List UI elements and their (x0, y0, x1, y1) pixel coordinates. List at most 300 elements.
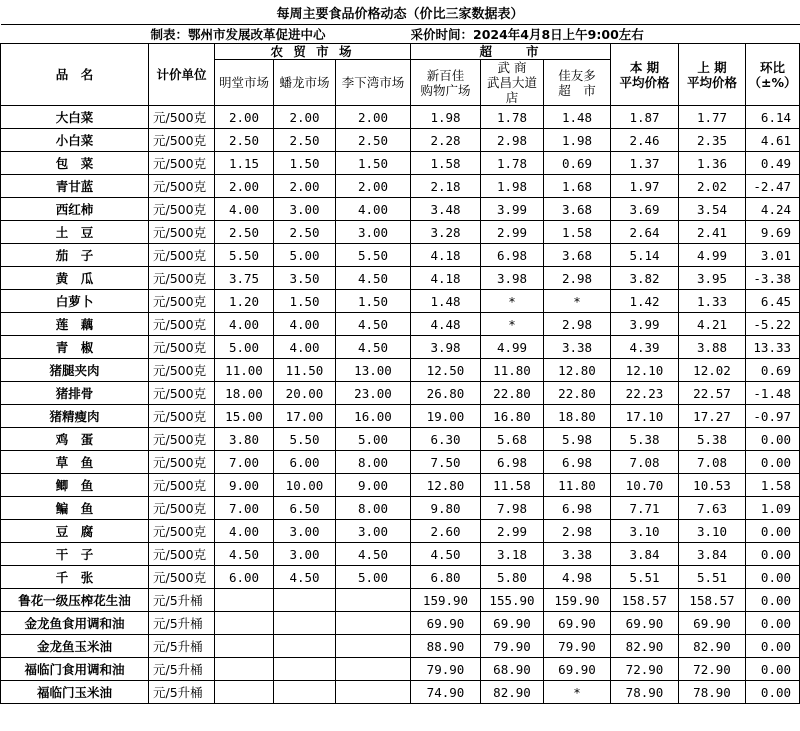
product-name: 莲 藕 (1, 313, 149, 336)
price-panlong: 4.00 (274, 336, 336, 359)
unit-cell: 元/500克 (149, 474, 215, 497)
unit-cell: 元/500克 (149, 566, 215, 589)
price-change: 4.61 (746, 129, 800, 152)
unit-cell: 元/500克 (149, 175, 215, 198)
price-jiayouduo: 2.98 (544, 520, 611, 543)
table-row (1, 566, 800, 589)
price-wushang: 6.98 (481, 244, 544, 267)
price-panlong: 6.00 (274, 451, 336, 474)
price-change: 1.09 (746, 497, 800, 520)
price-xinbaijia: 88.90 (411, 635, 481, 658)
price-jiayouduo: 4.98 (544, 566, 611, 589)
price-mingtang: 1.20 (215, 290, 274, 313)
price-mingtang (215, 658, 274, 681)
producer-label: 制表：鄂州市发展改革促进中心 (1, 25, 411, 44)
product-name: 西红柿 (1, 198, 149, 221)
price-mingtang: 4.50 (215, 543, 274, 566)
header-supermarkets: 超 市 (411, 44, 611, 60)
price-change: 0.00 (746, 658, 800, 681)
price-panlong: 1.50 (274, 290, 336, 313)
price-mingtang: 3.75 (215, 267, 274, 290)
table-row (1, 313, 800, 336)
price-panlong: 3.00 (274, 543, 336, 566)
price-wushang: 2.99 (481, 520, 544, 543)
price-last-period: 2.41 (679, 221, 746, 244)
price-this-period: 7.71 (611, 497, 679, 520)
price-mingtang: 9.00 (215, 474, 274, 497)
price-xinbaijia: 1.58 (411, 152, 481, 175)
product-name: 白萝卜 (1, 290, 149, 313)
header-super-wushang: 武 商 武昌大道店 (481, 60, 544, 106)
unit-cell: 元/500克 (149, 198, 215, 221)
price-this-period: 1.97 (611, 175, 679, 198)
header-last-period: 上 期 平均价格 (679, 44, 746, 106)
price-this-period: 22.23 (611, 382, 679, 405)
price-wushang: 68.90 (481, 658, 544, 681)
price-change: 0.49 (746, 152, 800, 175)
product-name: 青甘蓝 (1, 175, 149, 198)
product-name: 干 子 (1, 543, 149, 566)
price-jiayouduo: 3.38 (544, 336, 611, 359)
header-this-period: 本 期 平均价格 (611, 44, 679, 106)
price-this-period: 17.10 (611, 405, 679, 428)
header-farm-markets: 农 贸 市 场 (215, 44, 411, 60)
price-last-period: 3.54 (679, 198, 746, 221)
price-last-period: 82.90 (679, 635, 746, 658)
product-name: 大白菜 (1, 106, 149, 129)
price-jiayouduo: 11.80 (544, 474, 611, 497)
product-name: 猪精瘦肉 (1, 405, 149, 428)
price-this-period: 5.14 (611, 244, 679, 267)
price-mingtang: 7.00 (215, 497, 274, 520)
price-change: 0.00 (746, 635, 800, 658)
price-change: -2.47 (746, 175, 800, 198)
price-mingtang: 2.50 (215, 129, 274, 152)
price-this-period: 158.57 (611, 589, 679, 612)
price-wushang: 1.78 (481, 106, 544, 129)
price-wushang: 11.80 (481, 359, 544, 382)
price-change: 0.00 (746, 612, 800, 635)
price-xinbaijia: 12.80 (411, 474, 481, 497)
unit-cell: 元/500克 (149, 129, 215, 152)
price-lixiawan (336, 635, 411, 658)
price-mingtang: 5.00 (215, 336, 274, 359)
price-xinbaijia: 79.90 (411, 658, 481, 681)
price-lixiawan: 3.00 (336, 221, 411, 244)
price-xinbaijia: 4.18 (411, 267, 481, 290)
price-jiayouduo: 3.68 (544, 244, 611, 267)
unit-cell: 元/500克 (149, 428, 215, 451)
price-jiayouduo: 5.98 (544, 428, 611, 451)
price-lixiawan: 4.50 (336, 336, 411, 359)
product-name: 鲁花一级压榨花生油 (1, 589, 149, 612)
price-xinbaijia: 2.60 (411, 520, 481, 543)
product-name: 豆 腐 (1, 520, 149, 543)
price-mingtang (215, 681, 274, 704)
product-name: 鳊 鱼 (1, 497, 149, 520)
price-lixiawan: 23.00 (336, 382, 411, 405)
unit-cell: 元/500克 (149, 359, 215, 382)
price-panlong: 4.00 (274, 313, 336, 336)
product-name: 青 椒 (1, 336, 149, 359)
price-last-period: 3.10 (679, 520, 746, 543)
price-change: 0.00 (746, 451, 800, 474)
price-xinbaijia: 6.80 (411, 566, 481, 589)
price-last-period: 5.38 (679, 428, 746, 451)
header-market-panlong: 蟠龙市场 (274, 60, 336, 106)
product-name: 金龙鱼食用调和油 (1, 612, 149, 635)
price-jiayouduo: 1.98 (544, 129, 611, 152)
product-name: 金龙鱼玉米油 (1, 635, 149, 658)
product-name: 鸡 蛋 (1, 428, 149, 451)
price-mingtang (215, 589, 274, 612)
table-row (1, 152, 800, 175)
table-row (1, 175, 800, 198)
price-mingtang: 18.00 (215, 382, 274, 405)
price-panlong: 6.50 (274, 497, 336, 520)
table-row (1, 290, 800, 313)
price-last-period: 2.02 (679, 175, 746, 198)
price-xinbaijia: 2.28 (411, 129, 481, 152)
price-last-period: 2.35 (679, 129, 746, 152)
price-this-period: 3.69 (611, 198, 679, 221)
price-jiayouduo: 69.90 (544, 658, 611, 681)
price-wushang: 22.80 (481, 382, 544, 405)
price-mingtang: 5.50 (215, 244, 274, 267)
price-change: 0.00 (746, 520, 800, 543)
price-last-period: 158.57 (679, 589, 746, 612)
header-unit: 计价单位 (149, 44, 215, 106)
table-row (1, 336, 800, 359)
price-this-period: 1.87 (611, 106, 679, 129)
price-last-period: 4.99 (679, 244, 746, 267)
price-jiayouduo: 22.80 (544, 382, 611, 405)
table-row (1, 543, 800, 566)
table-row (1, 405, 800, 428)
unit-cell: 元/500克 (149, 106, 215, 129)
unit-cell: 元/500克 (149, 382, 215, 405)
price-lixiawan (336, 681, 411, 704)
price-wushang: 7.98 (481, 497, 544, 520)
price-jiayouduo: 69.90 (544, 612, 611, 635)
price-this-period: 82.90 (611, 635, 679, 658)
price-jiayouduo: 6.98 (544, 497, 611, 520)
price-this-period: 78.90 (611, 681, 679, 704)
product-name: 茄 子 (1, 244, 149, 267)
price-xinbaijia: 3.48 (411, 198, 481, 221)
table-row (1, 681, 800, 704)
price-change: 0.00 (746, 428, 800, 451)
price-panlong: 5.00 (274, 244, 336, 267)
price-jiayouduo: 3.38 (544, 543, 611, 566)
table-row (1, 106, 800, 129)
price-this-period: 10.70 (611, 474, 679, 497)
price-panlong (274, 658, 336, 681)
price-change: 0.00 (746, 543, 800, 566)
price-wushang: 4.99 (481, 336, 544, 359)
price-change: 0.69 (746, 359, 800, 382)
price-last-period: 72.90 (679, 658, 746, 681)
price-last-period: 1.36 (679, 152, 746, 175)
unit-cell: 元/5升桶 (149, 612, 215, 635)
price-mingtang: 4.00 (215, 313, 274, 336)
price-this-period: 12.10 (611, 359, 679, 382)
price-this-period: 3.82 (611, 267, 679, 290)
unit-cell: 元/5升桶 (149, 589, 215, 612)
table-row (1, 520, 800, 543)
price-lixiawan: 9.00 (336, 474, 411, 497)
price-wushang: 1.78 (481, 152, 544, 175)
product-name: 福临门玉米油 (1, 681, 149, 704)
price-wushang: 3.99 (481, 198, 544, 221)
price-this-period: 7.08 (611, 451, 679, 474)
price-jiayouduo: 2.98 (544, 313, 611, 336)
unit-cell: 元/500克 (149, 221, 215, 244)
price-this-period: 3.10 (611, 520, 679, 543)
price-lixiawan: 4.50 (336, 267, 411, 290)
price-panlong: 10.00 (274, 474, 336, 497)
price-this-period: 3.84 (611, 543, 679, 566)
price-xinbaijia: 159.90 (411, 589, 481, 612)
header-market-mingtang: 明堂市场 (215, 60, 274, 106)
price-lixiawan: 5.00 (336, 428, 411, 451)
price-xinbaijia: 26.80 (411, 382, 481, 405)
price-wushang: * (481, 290, 544, 313)
table-row (1, 359, 800, 382)
price-last-period: 3.95 (679, 267, 746, 290)
price-xinbaijia: 9.80 (411, 497, 481, 520)
price-this-period: 3.99 (611, 313, 679, 336)
price-panlong: 20.00 (274, 382, 336, 405)
price-panlong: 2.50 (274, 221, 336, 244)
price-last-period: 22.57 (679, 382, 746, 405)
product-name: 千 张 (1, 566, 149, 589)
table-row (1, 474, 800, 497)
price-lixiawan: 8.00 (336, 497, 411, 520)
price-panlong: 11.50 (274, 359, 336, 382)
price-jiayouduo: 18.80 (544, 405, 611, 428)
price-last-period: 4.21 (679, 313, 746, 336)
price-change: 1.58 (746, 474, 800, 497)
price-this-period: 5.38 (611, 428, 679, 451)
unit-cell: 元/500克 (149, 244, 215, 267)
price-this-period: 72.90 (611, 658, 679, 681)
table-row (1, 221, 800, 244)
price-last-period: 17.27 (679, 405, 746, 428)
price-jiayouduo: * (544, 681, 611, 704)
price-mingtang: 1.15 (215, 152, 274, 175)
price-this-period: 4.39 (611, 336, 679, 359)
price-change: 6.14 (746, 106, 800, 129)
price-lixiawan: 1.50 (336, 152, 411, 175)
table-row (1, 382, 800, 405)
price-jiayouduo: 79.90 (544, 635, 611, 658)
price-panlong: 2.00 (274, 175, 336, 198)
product-name: 猪排骨 (1, 382, 149, 405)
table-row (1, 658, 800, 681)
price-xinbaijia: 1.98 (411, 106, 481, 129)
price-panlong (274, 635, 336, 658)
header-market-lixiawan: 李下湾市场 (336, 60, 411, 106)
price-wushang: 3.18 (481, 543, 544, 566)
table-row (1, 129, 800, 152)
price-mingtang: 2.50 (215, 221, 274, 244)
price-this-period: 69.90 (611, 612, 679, 635)
price-change: 4.24 (746, 198, 800, 221)
price-lixiawan: 4.00 (336, 198, 411, 221)
unit-cell: 元/500克 (149, 520, 215, 543)
product-name: 包 菜 (1, 152, 149, 175)
price-lixiawan: 13.00 (336, 359, 411, 382)
price-xinbaijia: 4.18 (411, 244, 481, 267)
price-xinbaijia: 6.30 (411, 428, 481, 451)
price-panlong: 2.00 (274, 106, 336, 129)
header-product: 品 名 (1, 44, 149, 106)
price-lixiawan: 8.00 (336, 451, 411, 474)
price-this-period: 2.46 (611, 129, 679, 152)
unit-cell: 元/500克 (149, 451, 215, 474)
price-xinbaijia: 4.48 (411, 313, 481, 336)
price-xinbaijia: 74.90 (411, 681, 481, 704)
price-last-period: 1.77 (679, 106, 746, 129)
price-last-period: 3.88 (679, 336, 746, 359)
price-xinbaijia: 4.50 (411, 543, 481, 566)
price-panlong: 3.00 (274, 198, 336, 221)
price-last-period: 1.33 (679, 290, 746, 313)
price-panlong (274, 612, 336, 635)
price-panlong: 2.50 (274, 129, 336, 152)
table-row (1, 267, 800, 290)
unit-cell: 元/500克 (149, 336, 215, 359)
price-jiayouduo: 12.80 (544, 359, 611, 382)
product-name: 鲫 鱼 (1, 474, 149, 497)
price-mingtang: 4.00 (215, 520, 274, 543)
price-panlong: 1.50 (274, 152, 336, 175)
product-name: 小白菜 (1, 129, 149, 152)
price-panlong: 17.00 (274, 405, 336, 428)
price-mingtang: 7.00 (215, 451, 274, 474)
product-name: 黄 瓜 (1, 267, 149, 290)
table-row (1, 428, 800, 451)
price-lixiawan (336, 612, 411, 635)
price-wushang: 6.98 (481, 451, 544, 474)
price-wushang: 2.98 (481, 129, 544, 152)
price-xinbaijia: 1.48 (411, 290, 481, 313)
price-change: 0.00 (746, 589, 800, 612)
price-lixiawan: 4.50 (336, 543, 411, 566)
price-lixiawan: 5.50 (336, 244, 411, 267)
price-wushang: 82.90 (481, 681, 544, 704)
price-xinbaijia: 3.28 (411, 221, 481, 244)
table-row (1, 244, 800, 267)
price-last-period: 69.90 (679, 612, 746, 635)
price-panlong (274, 681, 336, 704)
price-lixiawan: 5.00 (336, 566, 411, 589)
header-change: 环比 （±%） (746, 44, 800, 106)
price-jiayouduo: 0.69 (544, 152, 611, 175)
price-panlong: 3.50 (274, 267, 336, 290)
price-lixiawan: 1.50 (336, 290, 411, 313)
price-jiayouduo: 1.58 (544, 221, 611, 244)
price-mingtang: 15.00 (215, 405, 274, 428)
price-xinbaijia: 2.18 (411, 175, 481, 198)
unit-cell: 元/500克 (149, 152, 215, 175)
price-xinbaijia: 3.98 (411, 336, 481, 359)
table-row (1, 635, 800, 658)
price-wushang: 2.99 (481, 221, 544, 244)
price-jiayouduo: * (544, 290, 611, 313)
table-row (1, 198, 800, 221)
price-last-period: 3.84 (679, 543, 746, 566)
price-jiayouduo: 159.90 (544, 589, 611, 612)
price-last-period: 12.02 (679, 359, 746, 382)
price-mingtang (215, 635, 274, 658)
price-change: -0.97 (746, 405, 800, 428)
price-wushang: 1.98 (481, 175, 544, 198)
price-this-period: 1.37 (611, 152, 679, 175)
price-wushang: 155.90 (481, 589, 544, 612)
price-jiayouduo: 6.98 (544, 451, 611, 474)
price-change: 9.69 (746, 221, 800, 244)
price-mingtang: 2.00 (215, 106, 274, 129)
price-change: -1.48 (746, 382, 800, 405)
price-last-period: 78.90 (679, 681, 746, 704)
price-mingtang: 3.80 (215, 428, 274, 451)
price-this-period: 1.42 (611, 290, 679, 313)
unit-cell: 元/500克 (149, 497, 215, 520)
price-wushang: * (481, 313, 544, 336)
product-name: 土 豆 (1, 221, 149, 244)
product-name: 福临门食用调和油 (1, 658, 149, 681)
product-name: 猪腿夹肉 (1, 359, 149, 382)
price-panlong: 3.00 (274, 520, 336, 543)
price-lixiawan (336, 658, 411, 681)
price-mingtang (215, 612, 274, 635)
price-change: 0.00 (746, 681, 800, 704)
price-xinbaijia: 19.00 (411, 405, 481, 428)
price-wushang: 5.80 (481, 566, 544, 589)
table-row (1, 451, 800, 474)
price-lixiawan: 4.50 (336, 313, 411, 336)
price-xinbaijia: 69.90 (411, 612, 481, 635)
price-jiayouduo: 1.68 (544, 175, 611, 198)
table-row (1, 589, 800, 612)
price-this-period: 2.64 (611, 221, 679, 244)
price-lixiawan: 2.50 (336, 129, 411, 152)
unit-cell: 元/5升桶 (149, 681, 215, 704)
unit-cell: 元/500克 (149, 267, 215, 290)
table-row (1, 497, 800, 520)
collection-time-label: 采价时间：2024年4月8日上午9:00左右 (411, 25, 800, 44)
price-lixiawan: 2.00 (336, 106, 411, 129)
price-jiayouduo: 2.98 (544, 267, 611, 290)
price-lixiawan: 2.00 (336, 175, 411, 198)
price-change: -3.38 (746, 267, 800, 290)
table-title: 每周主要食品价格动态（价比三家数据表） (276, 6, 524, 22)
price-last-period: 7.08 (679, 451, 746, 474)
price-mingtang: 2.00 (215, 175, 274, 198)
unit-cell: 元/500克 (149, 543, 215, 566)
price-change: 13.33 (746, 336, 800, 359)
price-change: 6.45 (746, 290, 800, 313)
price-change: -5.22 (746, 313, 800, 336)
product-name: 草 鱼 (1, 451, 149, 474)
header-super-xinbaijia: 新百佳 购物广场 (411, 60, 481, 106)
unit-cell: 元/5升桶 (149, 658, 215, 681)
price-last-period: 5.51 (679, 566, 746, 589)
price-mingtang: 6.00 (215, 566, 274, 589)
header-super-jiayouduo: 佳友多 超 市 (544, 60, 611, 106)
